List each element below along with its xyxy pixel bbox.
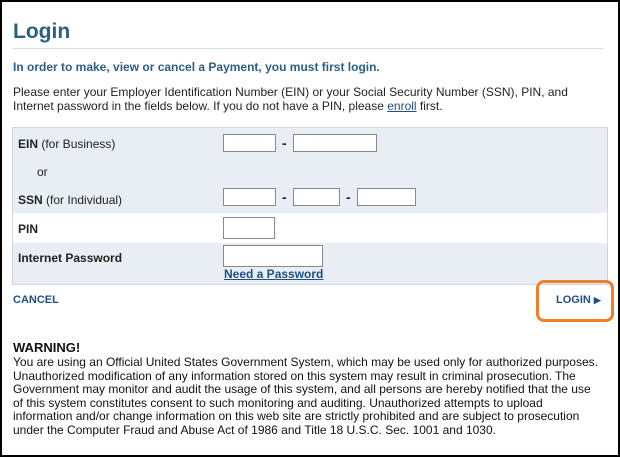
instructions-text: Please enter your Employer Identification Number (EIN) or your Social Security Number (SSN), PIN, and Internet password in the fields below. If you do not have a PIN, please — [13, 85, 568, 113]
password-row — [13, 243, 607, 284]
ssn-label: SSN (for Individual) — [18, 193, 123, 207]
dash: - — [282, 189, 287, 205]
dash: - — [282, 135, 287, 151]
instructions-text-end: first. — [416, 99, 443, 113]
warning-heading: WARNING! — [13, 340, 81, 355]
pin-row — [13, 213, 607, 243]
login-form — [12, 127, 608, 285]
ein-part2-input[interactable] — [293, 134, 377, 152]
ssn-row — [13, 186, 607, 213]
ssn-part2-input[interactable] — [293, 188, 340, 206]
password-input[interactable] — [223, 245, 323, 267]
ein-row — [13, 128, 607, 158]
instructions — [13, 85, 593, 113]
cancel-button[interactable]: CANCEL — [13, 294, 59, 306]
ssn-part3-input[interactable] — [357, 188, 416, 206]
enroll-link[interactable]: enroll — [387, 99, 417, 113]
pin-input[interactable] — [223, 217, 275, 239]
pin-label: PIN — [18, 222, 39, 236]
page-title: Login — [13, 20, 71, 43]
play-arrow-icon: ▶ — [593, 295, 601, 305]
or-label: or — [37, 165, 48, 179]
login-button[interactable] — [556, 294, 601, 306]
ein-part1-input[interactable] — [223, 134, 276, 152]
ssn-part1-input[interactable] — [223, 188, 276, 206]
divider — [13, 48, 603, 49]
need-password-link[interactable]: Need a Password — [224, 267, 324, 281]
warning-text: You are using an Official United States Government System, which may be used only for authorized purposes. Unauthorized modification of any information stored on this system may result in criminal prosecution. The Government may monitor and audit the usage of this system, and all persons are hereby notified that the use of this system constitutes consent to such monitoring and auditing. Unauthorized attempts to upload information and/or change information on this web site are strictly prohibited and are subject to prosecution under the Computer Fraud and Abuse Act of 1986 and Title 18 U.S.C. Sec. 1001 and 1030. — [13, 355, 598, 437]
dash: - — [346, 189, 351, 205]
intro-text: In order to make, view or cancel a Payment, you must first login. — [13, 60, 380, 74]
password-label: Internet Password — [18, 251, 123, 265]
ein-label: EIN (for Business) — [18, 137, 116, 151]
login-label: LOGIN — [556, 294, 591, 306]
